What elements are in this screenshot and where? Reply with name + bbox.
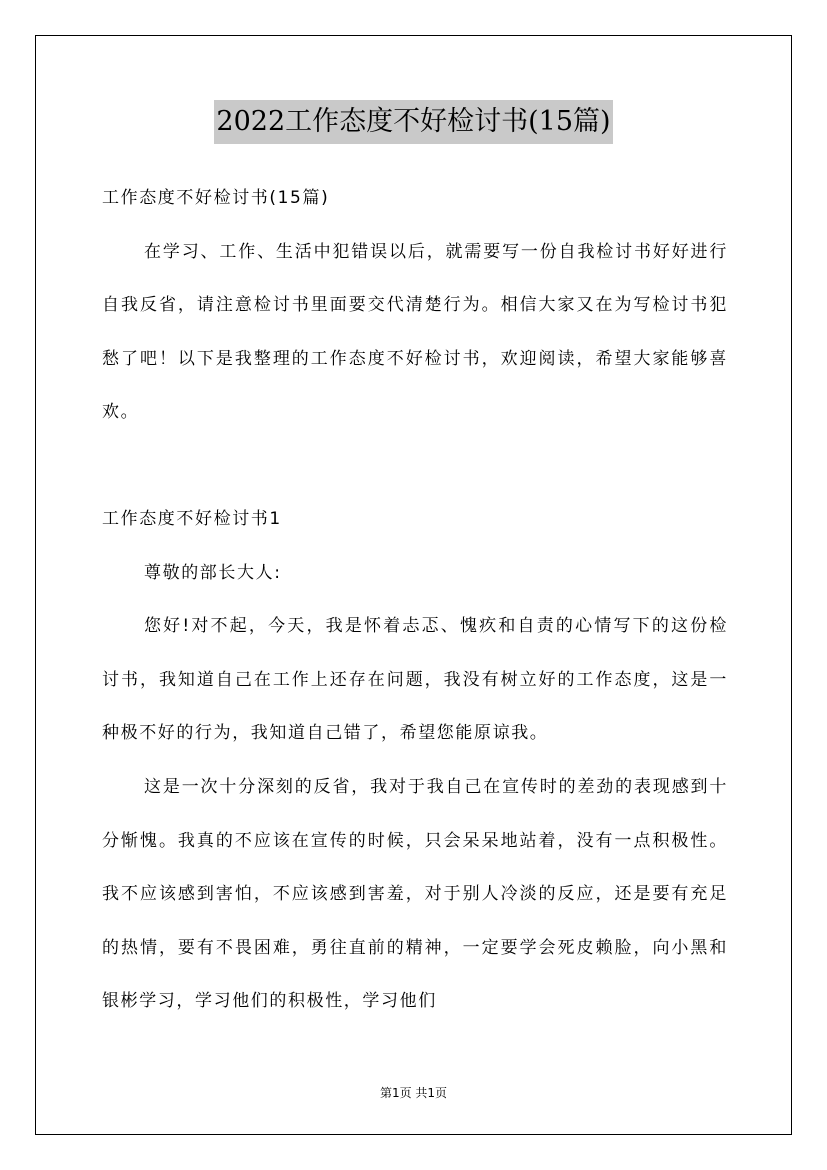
title-container — [0, 100, 827, 144]
page-footer: 第1页 共1页 — [379, 1086, 448, 1100]
section-spacer — [102, 440, 728, 493]
salutation: 尊敬的部长大人: — [144, 562, 282, 583]
document-title: 2022工作态度不好检讨书(15篇) — [214, 100, 612, 144]
body-paragraph-1: 您好!对不起，今天，我是怀着忐忑、愧疚和自责的心情写下的这份检讨书，我知道自己在工作上还存在问题，我没有树立好的工作态度，这是一种极不好的行为，我知道自己错了，希望您能原谅我。 — [102, 616, 728, 744]
document-body — [102, 172, 728, 1029]
body-paragraph-2: 这是一次十分深刻的反省，我对于我自己在宣传时的差劲的表现感到十分惭愧。我真的不应该在宣传的时候，只会呆呆地站着，没有一点积极性。我不应该感到害怕，不应该感到害羞，对于别人冷淡的反应，还是要有充足的热情，要有不畏困难，勇往直前的精神，一定要学会死皮赖脸，向小黑和银彬学习，学习他们的积极性，学习他们 — [102, 776, 728, 1012]
document-subtitle: 工作态度不好检讨书(15篇) — [102, 188, 330, 208]
section-heading: 工作态度不好检讨书1 — [102, 508, 282, 529]
intro-paragraph: 在学习、工作、生活中犯错误以后，就需要写一份自我检讨书好好进行自我反省，请注意检讨书里面要交代清楚行为。相信大家又在为写检讨书犯愁了吧！以下是我整理的工作态度不好检讨书，欢迎阅读，希望大家能够喜欢。 — [102, 241, 728, 423]
